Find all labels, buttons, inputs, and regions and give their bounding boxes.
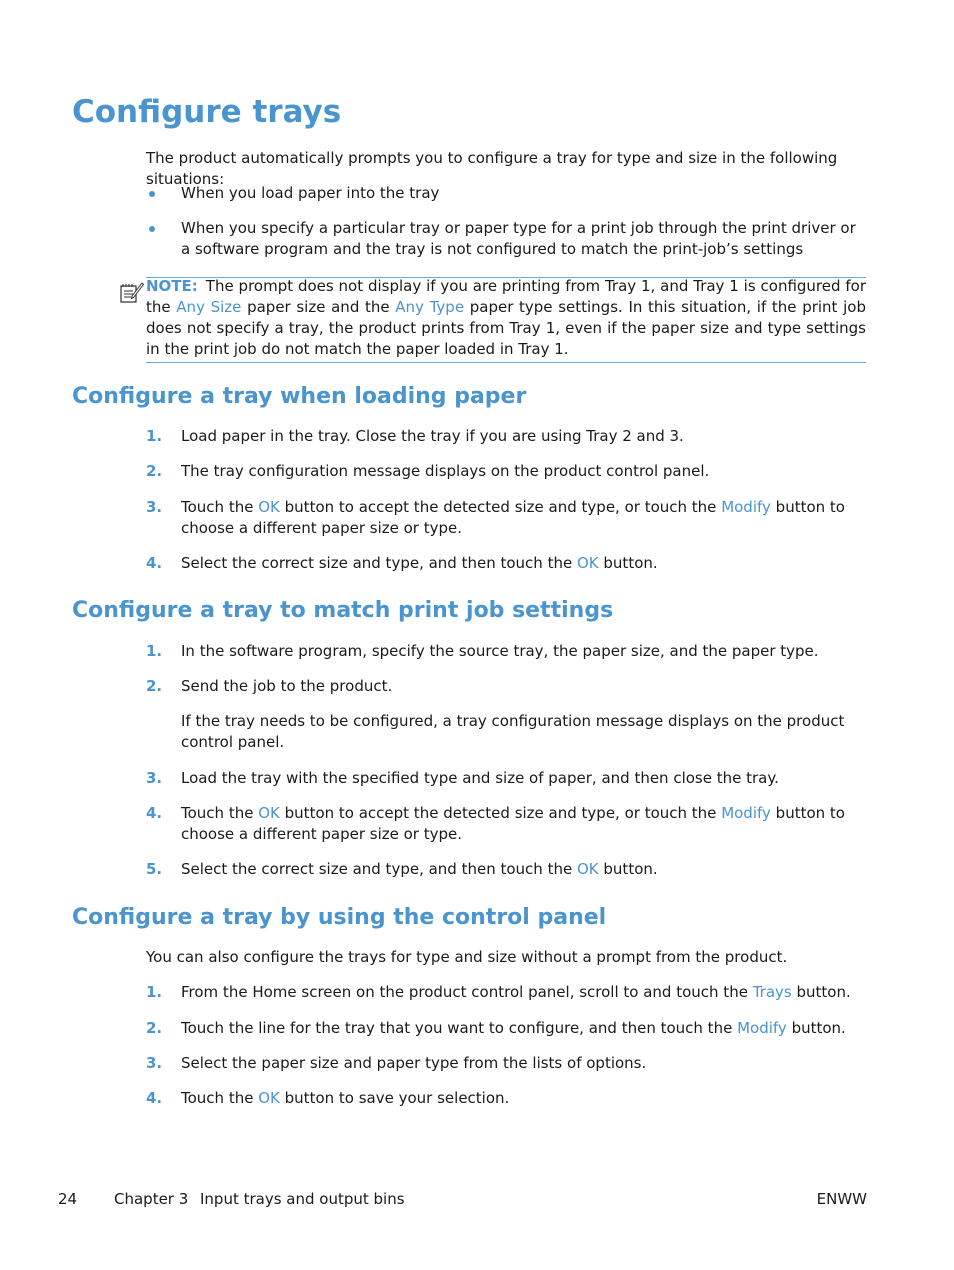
ui-term-any-size: Any Size	[176, 298, 242, 316]
ui-term-modify: Modify	[721, 498, 771, 516]
bullet-text: When you load paper into the tray	[181, 184, 440, 202]
step-number: 2.	[146, 677, 163, 695]
note-icon	[118, 279, 144, 305]
step-extra-text: If the tray needs to be configured, a tray configuration message displays on the product control panel.	[181, 712, 845, 751]
note-text: NOTE: The prompt does not display if you are printing from Tray 1, and Tray 1 is configured for the Any Size paper size and the Any Type paper type settings. In this situation, if the print job does not specify a tray, the product prints from Tray 1, even if the paper size and type settings in the print job do not match the paper loaded in Tray 1.	[146, 277, 866, 358]
step-text: Touch the line for the tray that you want to configure, and then touch the Modify button.	[181, 1019, 846, 1037]
step-number: 3.	[146, 498, 163, 516]
page-title: Configure trays	[72, 94, 342, 130]
step-number: 2.	[146, 1019, 163, 1037]
step-text: Touch the OK button to accept the detected size and type, or touch the Modify button to choose a different paper size or type.	[181, 498, 845, 537]
footer-chapter: Chapter 3	[114, 1190, 189, 1208]
step-number: 4.	[146, 804, 163, 822]
step-number: 1.	[146, 642, 163, 660]
ui-term-modify: Modify	[721, 804, 771, 822]
step-number: 4.	[146, 554, 163, 572]
step-number: 3.	[146, 1054, 163, 1072]
step-number: 1.	[146, 983, 163, 1001]
ui-term-ok: OK	[258, 498, 280, 516]
step-text: Select the correct size and type, and then touch the OK button.	[181, 554, 658, 572]
ui-term-ok: OK	[258, 804, 280, 822]
intro-text: The product automatically prompts you to configure a tray for type and size in the following situations:	[146, 149, 838, 188]
ui-term-trays: Trays	[752, 983, 792, 1001]
page-number: 24	[58, 1190, 78, 1208]
footer-chapter-title: Input trays and output bins	[200, 1190, 405, 1208]
step-text: Touch the OK button to save your selection.	[181, 1089, 510, 1107]
step-number: 1.	[146, 427, 163, 445]
step-text: Load paper in the tray. Close the tray if you are using Tray 2 and 3.	[181, 427, 684, 445]
ui-term-ok: OK	[576, 554, 599, 572]
ui-term-modify: Modify	[737, 1019, 787, 1037]
section-heading-control-panel: Configure a tray by using the control panel	[72, 905, 607, 930]
step-text: Send the job to the product.	[181, 677, 393, 695]
step-text: From the Home screen on the product control panel, scroll to and touch the Trays button.	[181, 983, 851, 1001]
step-text: The tray configuration message displays on the product control panel.	[181, 462, 710, 480]
step-text: Load the tray with the specified type and size of paper, and then close the tray.	[181, 769, 779, 787]
step-number: 3.	[146, 769, 163, 787]
bullet-icon	[149, 226, 155, 232]
footer-edition: ENWW	[816, 1190, 867, 1208]
bullet-icon	[149, 191, 155, 197]
section-heading-loading-paper: Configure a tray when loading paper	[72, 384, 527, 409]
step-number: 4.	[146, 1089, 163, 1107]
step-text: Touch the OK button to accept the detected size and type, or touch the Modify button to choose a different paper size or type.	[181, 804, 845, 843]
bullet-text: When you specify a particular tray or paper type for a print job through the print driver or a software program and the tray is not configured to match the print-job’s settings	[181, 219, 856, 258]
ui-term-any-type: Any Type	[395, 298, 465, 316]
step-number: 5.	[146, 860, 163, 878]
step-text: Select the paper size and paper type from the lists of options.	[181, 1054, 647, 1072]
section-heading-print-job-settings: Configure a tray to match print job settings	[72, 598, 614, 623]
ui-term-ok: OK	[576, 860, 599, 878]
step-text: Select the correct size and type, and then touch the OK button.	[181, 860, 658, 878]
section-intro: You can also configure the trays for type and size without a prompt from the product.	[146, 948, 788, 966]
ui-term-ok: OK	[258, 1089, 280, 1107]
step-number: 2.	[146, 462, 163, 480]
step-text: In the software program, specify the source tray, the paper size, and the paper type.	[181, 642, 819, 660]
note-label: NOTE:	[146, 277, 198, 295]
